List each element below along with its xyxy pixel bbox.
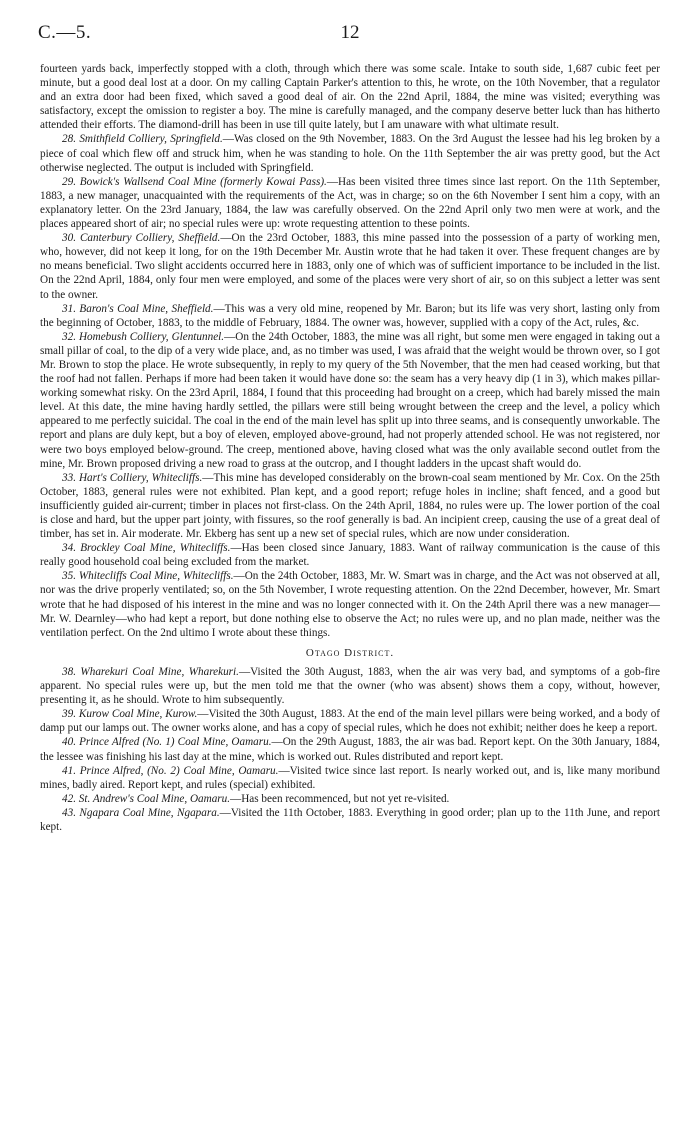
paragraph-text: —Visited the 30th August, 1883, when the air was very bad, and symptoms of a gob-fire apparent. No special rules were up, but the men told me that the owner (who was absent) shows them a copy, without, however, presenting it, as he should. Wrote to him subsequently. [40,665,660,707]
paragraph [40,735,660,763]
paragraph [40,569,660,639]
entry-title: 35. Whitecliffs Coal Mine, Whitecliffs. [62,570,234,583]
entry-title: 38. Wharekuri Coal Mine, Wharekuri. [62,665,239,678]
paragraph [40,764,660,792]
page-number: 12 [340,22,360,43]
entry-title: 33. Hart's Colliery, Whitecliffs. [62,471,203,484]
paragraph [40,175,660,231]
entry-title: 41. Prince Alfred, (No. 2) Coal Mine, Oamaru. [62,764,279,777]
document-page [40,20,660,834]
paragraph [40,231,660,301]
paragraph-text: —Visited twice since last report. Is nearly worked out, and is, like many moribund mines, badly aired. Report kept, and rules (special) exhibited. [40,764,660,791]
entry-title: 43. Ngapara Coal Mine, Ngapara. [62,806,220,819]
section-heading: Otago District. [305,646,395,659]
paragraph-text: —Visited the 30th August, 1883. At the end of the main level pillars were being worked, and a body of damp put our lamps out. The owner works alone, and has a copy of special rules, which he does not exhibit; neither does he keep a report. [40,708,661,735]
paragraph [40,62,660,132]
paragraph-text: —Has been visited three times since last report. On the 11th September, 1883, a new manager, unacquainted with the requirements of the Act, was in charge; so on the 6th November I sent him a copy, with an explanatory letter. On the 23rd January, 1884, the law was carefully observed. On the 22nd April only two men were at work, and the places appeared short of air; no special rules were up: wrote requesting attention to these points. [40,175,660,231]
entry-title: 29. Bowick's Wallsend Coal Mine (formerly Kowai Pass). [62,175,327,188]
body-text [40,62,660,834]
paragraph [40,792,660,806]
paragraph-text: —On the 23rd October, 1883, this mine passed into the possession of a party of working men, who, however, did not keep it long, for on the 19th December Mr. Austin wrote that he had taken it over. These frequent changes are by no means beneficial. Two slight accidents occurred here in 1883, only one of which was of sufficient importance to be included in the list. On the 22nd April, 1884, only four men were employed, and some of the places were very short of air, so on this subject a letter was sent to the owner. [40,232,660,301]
paragraph [40,330,660,471]
paragraph [40,132,660,174]
paragraph [40,541,660,569]
paragraph [40,665,660,707]
entry-title: 42. St. Andrew's Coal Mine, Oamaru. [62,792,231,805]
document-code: C.—5. [38,22,92,43]
paragraph [40,471,660,541]
entry-title: 31. Baron's Coal Mine, Sheffield. [62,302,214,315]
paragraph-text: —On the 29th August, 1883, the air was bad. Report kept. On the 30th January, 1884, the lessee was finishing his last day at the mine, which is worked out. Rules distributed and report kept. [40,736,660,763]
paragraph-text: —Visited the 11th October, 1883. Everything in good order; plan up to the 11th June, and report kept. [40,806,660,833]
entry-title: 40. Prince Alfred (No. 1) Coal Mine, Oamaru. [62,736,272,749]
paragraph [40,707,660,735]
entry-title: 28. Smithfield Colliery, Springfield. [62,133,223,146]
entry-title: 32. Homebush Colliery, Glentunnel. [62,330,225,343]
entry-title: 30. Canterbury Colliery, Sheffield. [62,232,221,245]
page-header [40,20,660,50]
paragraph-text: fourteen yards back, imperfectly stopped with a cloth, through which there was some scale. Intake to south side, 1,687 cubic feet per minute, but a good deal lost at a door. On my calling Captain Parker's attention to this, he wrote, on the 10th November, that a regulator and an extra door had been fixed, which saved a good deal of air. On the 22nd April, 1884, the mine was visited; everything was satisfactory, except the omission to register a boy. The mine is carefully managed, and the company deserve better luck than has hitherto attended their efforts. The diamond-drill has been in use till quite lately, but I am unaware with what ultimate result. [40,63,660,132]
paragraph-text: —Has been recommenced, but not yet re-visited. [230,792,450,805]
paragraph-text: —On the 24th October, 1883, Mr. W. Smart was in charge, and the Act was not observed at all, nor was the drive properly ventilated; so, on the 5th November, I wrote requesting attention. On the 22nd December, however, Mr. Smart wrote that he had disposed of his interest in the mine and was no longer connected with it. On the 24th April there was a new manager—Mr. W. Dearnley—who had kept a report, but done nothing else to observe the Act; no rules were up, and no plan made, neither was the ventilation perfect. On the 2nd ultimo I wrote about these things. [40,570,660,639]
entry-title: 34. Brockley Coal Mine, Whitecliffs. [62,542,231,555]
paragraph [40,302,660,330]
paragraph-text: —Was closed on the 9th November, 1883. On the 3rd August the lessee had his leg broken by a piece of coal which flew off and struck him, when he was standing to hole. On the 11th September the air was pretty good, but the Act otherwise neglected. The output is included with Springfield. [40,133,660,174]
paragraph-text: —This was a very old mine, reopened by Mr. Baron; but its life was very short, lasting only from the beginning of October, 1883, to the middle of February, 1884. The owner was, however, supplied with a copy of the Act, rules, &c. [40,302,660,329]
entry-title: 39. Kurow Coal Mine, Kurow. [62,708,198,721]
paragraph-text: —This mine has developed considerably on the brown-coal seam mentioned by Mr. Cox. On the 25th October, 1883, general rules were not exhibited. Plan kept, and a good report; refuge holes in incline; shaft fenced, and a good but insufficiently guided air-current; timber in places not first-class. On the 24th April, 1884, no rules were up. The lower portion of the coal is close and hard, but the upper part jointy, with fissures, so the roof generally is bad. An incipient creep, causing the use of a great deal of timber, has set in. Air moderate. Mr. Ekberg has sent up a new set of special rules, which are now under consideration. [40,471,660,541]
paragraph [40,806,660,834]
paragraph-text: —Has been closed since January, 1883. Want of railway communication is the cause of this really good household coal being excluded from the market. [40,542,660,569]
paragraph-text: —On the 24th October, 1883, the mine was all right, but some men were engaged in taking out a small pillar of coal, to the dip of a very wide place, and, as no timber was used, I was afraid that the weight would be thrown over, so I got Mr. Brown to stop the place. He wrote subsequently, in reply to my query of the 5th November, that the men had ceased working, but that the roof had not fallen. Perhaps if more had been taken it would have done so: the seam has a very heavy dip (1 in 3), which makes pillar-working somewhat risky. On the 23rd April, 1884, I found that this proceeding had brought on a creep, which had barely missed the main level. At this date, the mine having hardly settled, the pillars were still being wrought between the creep and the level, a policy which appeared to me perfectly suicidal. The coal in the end of the main level has split up into three seams, and is consequently unworkable. The report and plans are duly kept, but a boy of eleven, employed above-ground, had not properly attended school. He was not registered, nor were two boys employed below-ground. The creep, mentioned above, having closed what was the only available second outlet from the mine, Mr. Brown proposed driving a new road to grass at the outcrop, and I thought ladders in the upcast shaft would do. [40,330,660,470]
